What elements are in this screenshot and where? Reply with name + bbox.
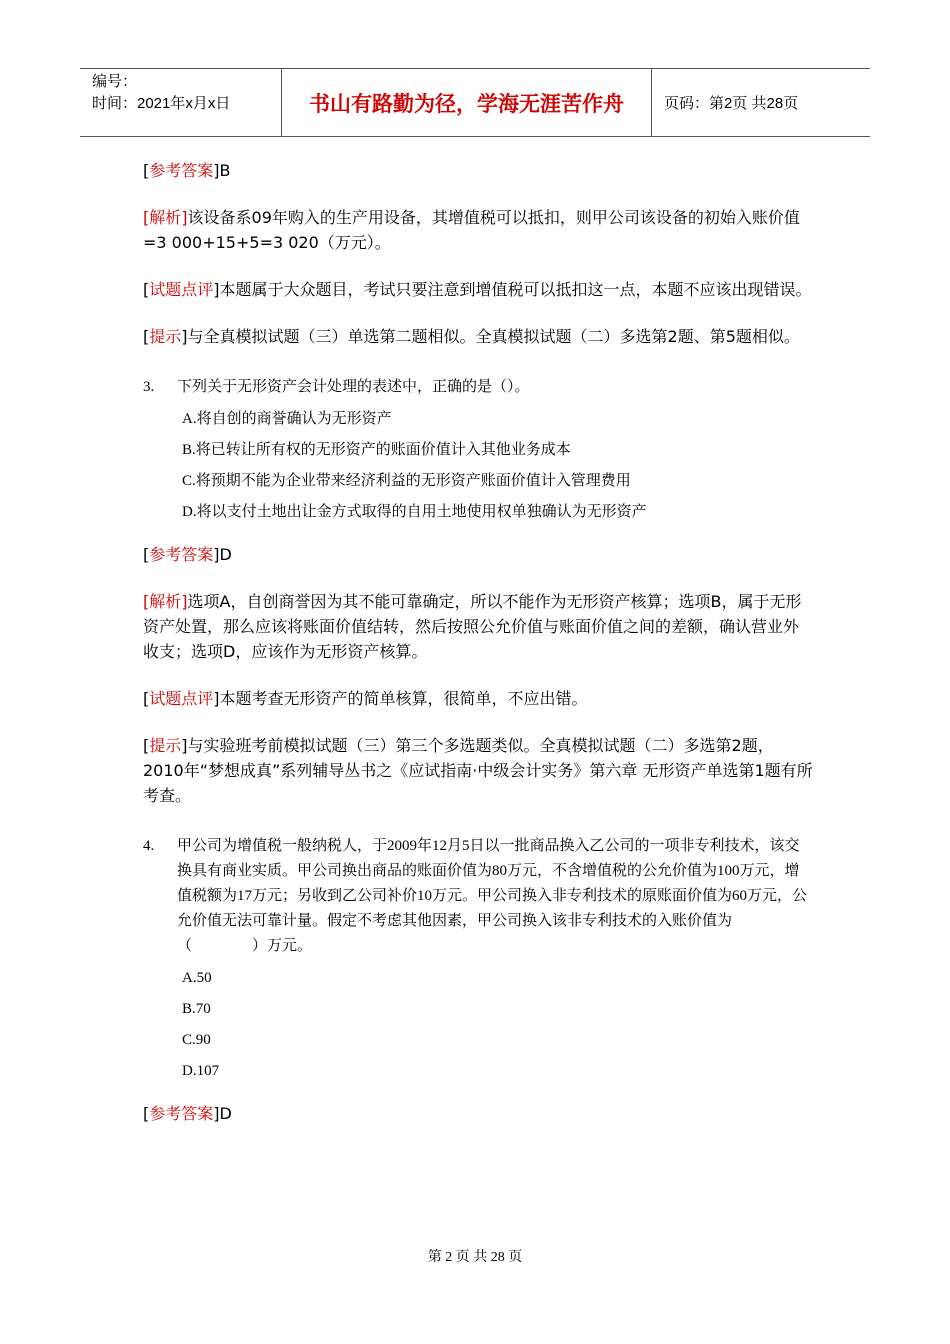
header-number-label: 编号： (92, 73, 138, 90)
answer-tag: 参考答案 (149, 161, 214, 180)
hint-text: 与实验班考前模拟试题（三）第三个多选题类似。全真模拟试题（二）多选第2题，2010年“梦想成真”系列辅导丛书之《应试指南·中级会计实务》第六章 无形资产单选第1题有所考查。 (143, 736, 813, 805)
q3-comment: [试题点评]本题考查无形资产的简单核算，很简单，不应出错。 (143, 689, 588, 708)
analysis-tag: 解析 (149, 208, 182, 227)
question-number: 4. (143, 838, 155, 854)
answer-value: D (219, 545, 232, 564)
hint-text: 与全真模拟试题（三）单选第二题相似。全真模拟试题（二）多选第2题、第5题相似。 (187, 327, 800, 346)
comment-tag: 试题点评 (149, 689, 214, 708)
analysis-tag: 解析 (149, 592, 182, 611)
option-a: A.50 (182, 970, 212, 986)
answer-value: B (219, 161, 231, 180)
q3-question (143, 375, 813, 400)
question-stem: 甲公司为增值税一般纳税人，于2009年12月5日以一批商品换入乙公司的一项非专利技术，该交换具有商业实质。甲公司换出商品的账面价值为80万元，不含增值税的公允价值为100万元，增值税额为17万元；另收到乙公司补价10万元。甲公司换入非专利技术的原账面价值为60万元，公允价值无法可靠计量。假定不考虑其他因素，甲公司换入该非专利技术的入账价值为（ ）万元。 (177, 838, 808, 954)
q2-comment: [试题点评]本题属于大众题目，考试只要注意到增值税可以抵扣这一点，本题不应该出现错误。 (143, 280, 812, 299)
question-stem: 下列关于无形资产会计处理的表述中，正确的是（）。 (177, 379, 530, 395)
option-a: A.将自创的商誉确认为无形资产 (182, 411, 392, 427)
header-motto: 书山有路勤为径，学海无涯苦作舟 (282, 69, 652, 136)
page-footer: 第 2 页 共 28 页 (427, 1250, 523, 1265)
answer-value: D (219, 1104, 232, 1123)
q2-analysis: [解析]该设备系09年购入的生产用设备，其增值税可以抵扣，则甲公司该设备的初始入账价值=3 000+15+5=3 020（万元）。 (143, 208, 800, 252)
option-c: C.将预期不能为企业带来经济利益的无形资产账面价值计入管理费用 (182, 473, 631, 489)
q2-hint: [提示]与全真模拟试题（三）单选第二题相似。全真模拟试题（二）多选第2题、第5题相似。 (143, 327, 800, 346)
comment-text: 本题属于大众题目，考试只要注意到增值税可以抵扣这一点，本题不应该出现错误。 (219, 280, 812, 299)
q4-answer: [参考答案]D (143, 1104, 232, 1123)
option-b: B.70 (182, 1001, 211, 1017)
q3-hint: [提示]与实验班考前模拟试题（三）第三个多选题类似。全真模拟试题（二）多选第2题，2010年“梦想成真”系列辅导丛书之《应试指南·中级会计实务》第六章 无形资产单选第1题有所考查。 (143, 736, 813, 805)
comment-text: 本题考查无形资产的简单核算，很简单，不应出错。 (219, 689, 588, 708)
question-number: 3. (143, 379, 155, 395)
header-time-label: 时间：2021年x月x日 (92, 95, 231, 112)
comment-tag: 试题点评 (149, 280, 214, 299)
analysis-text: 选项A，自创商誉因为其不能可靠确定，所以不能作为无形资产核算；选项B，属于无形资产处置，那么应该将账面价值结转，然后按照公允价值与账面价值之间的差额，确认营业外收支；选项D，应该作为无形资产核算。 (143, 592, 802, 661)
analysis-text: 该设备系09年购入的生产用设备，其增值税可以抵扣，则甲公司该设备的初始入账价值=3 000+15+5=3 020（万元）。 (143, 208, 800, 252)
hint-tag: 提示 (149, 327, 182, 346)
answer-tag: 参考答案 (149, 1104, 214, 1123)
q3-options (143, 404, 813, 528)
hint-tag: 提示 (149, 736, 182, 755)
q4-question (143, 834, 813, 959)
q2-answer: [参考答案]B (143, 161, 231, 180)
option-d: D.107 (182, 1063, 220, 1079)
header-page-info: 页码：第2页 共28页 (664, 95, 799, 112)
q4-options (143, 963, 813, 1087)
q3-analysis: [解析]选项A，自创商誉因为其不能可靠确定，所以不能作为无形资产核算；选项B，属于无形资产处置，那么应该将账面价值结转，然后按照公允价值与账面价值之间的差额，确认营业外收支；选项D，应该作为无形资产核算。 (143, 592, 802, 661)
option-b: B.将已转让所有权的无形资产的账面价值计入其他业务成本 (182, 442, 571, 458)
option-d: D.将以支付土地出让金方式取得的自用土地使用权单独确认为无形资产 (182, 504, 647, 520)
q3-answer: [参考答案]D (143, 545, 232, 564)
header-left-cell (80, 69, 282, 136)
option-c: C.90 (182, 1032, 211, 1048)
document-body (143, 158, 813, 1148)
answer-tag: 参考答案 (149, 545, 214, 564)
page-header (80, 68, 870, 137)
